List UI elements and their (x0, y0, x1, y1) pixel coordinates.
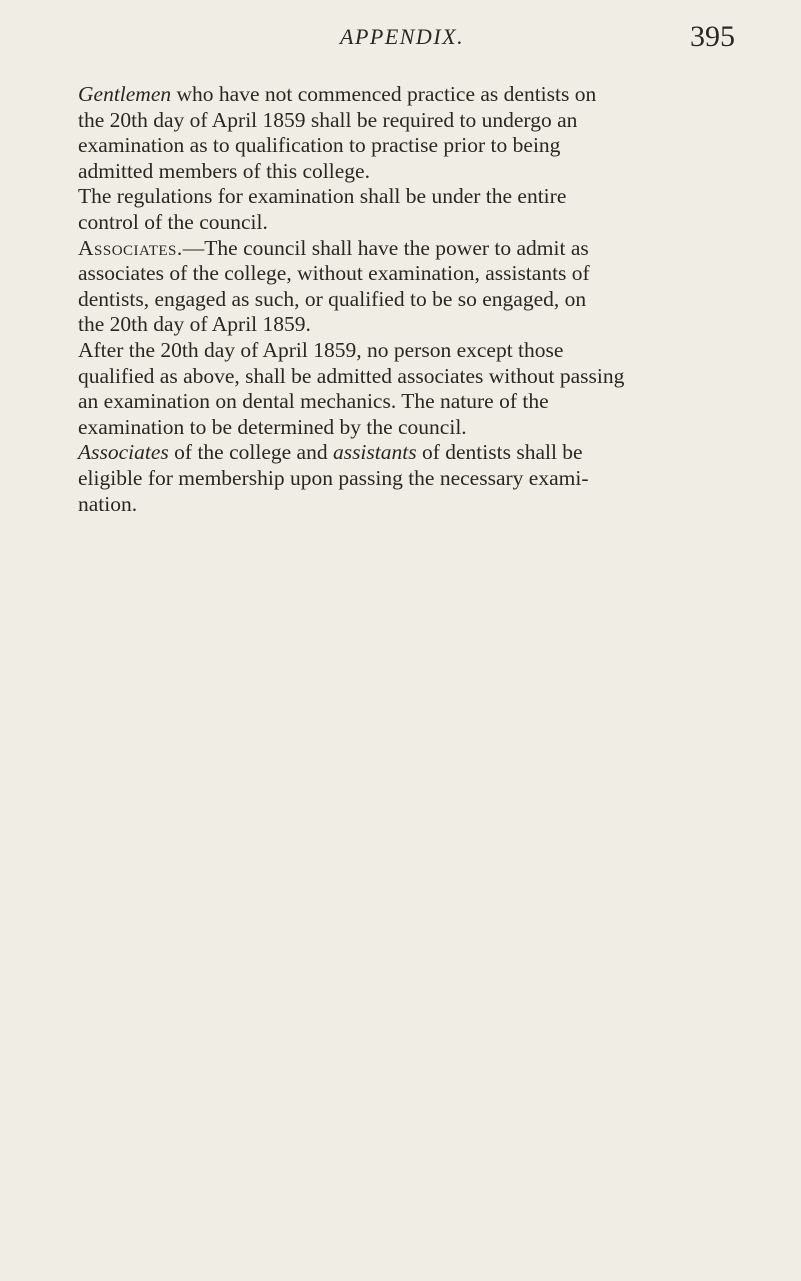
text-line: an examination on dental mechanics. The nature of the (78, 389, 549, 414)
text-line: qualified as above, shall be admitted associates without passing (78, 363, 625, 388)
text-span: of the college and (168, 440, 333, 465)
text-line: eligible for membership upon passing the necessary exami- (78, 465, 589, 490)
text-line: nation. (78, 491, 138, 516)
text-line: dentists, engaged as such, or qualified to be so engaged, on (78, 286, 587, 311)
running-head (50, 14, 750, 54)
text-line (52, 236, 754, 262)
paragraph-gentlemen (52, 82, 754, 184)
running-title: APPENDIX. (340, 24, 465, 49)
paragraph-regulations (52, 184, 754, 235)
text-line: After the 20th day of April 1859, no person except those (78, 337, 564, 362)
text-line: examination to be determined by the council. (78, 414, 467, 439)
paragraph-after-date (52, 338, 754, 440)
text-line (52, 82, 754, 108)
paragraph-associates (52, 236, 754, 338)
page-number: 395 (690, 20, 735, 53)
italic-term: assistants (332, 440, 417, 465)
body-text (52, 82, 754, 517)
text-line: the 20th day of April 1859. (78, 312, 311, 337)
section-heading: Associates. (78, 235, 183, 260)
text-line: admitted members of this college. (78, 158, 370, 183)
text-line: examination as to qualification to practise prior to being (78, 133, 561, 158)
italic-term: Gentlemen (78, 82, 172, 106)
text-line: the 20th day of April 1859 shall be required to undergo an (78, 107, 578, 132)
text-line: associates of the college, without examination, assistants of (78, 261, 590, 286)
text-line: control of the council. (78, 209, 268, 234)
text-span: who have not commenced practice as dentists on (171, 82, 597, 106)
text-line: The regulations for examination shall be under the entire (78, 184, 567, 209)
italic-term: Associates (78, 440, 169, 465)
paragraph-eligibility (52, 440, 754, 517)
text-span: of dentists shall be (416, 440, 583, 465)
text-line (52, 440, 754, 466)
text-span: —The council shall have the power to admit as (182, 235, 589, 260)
